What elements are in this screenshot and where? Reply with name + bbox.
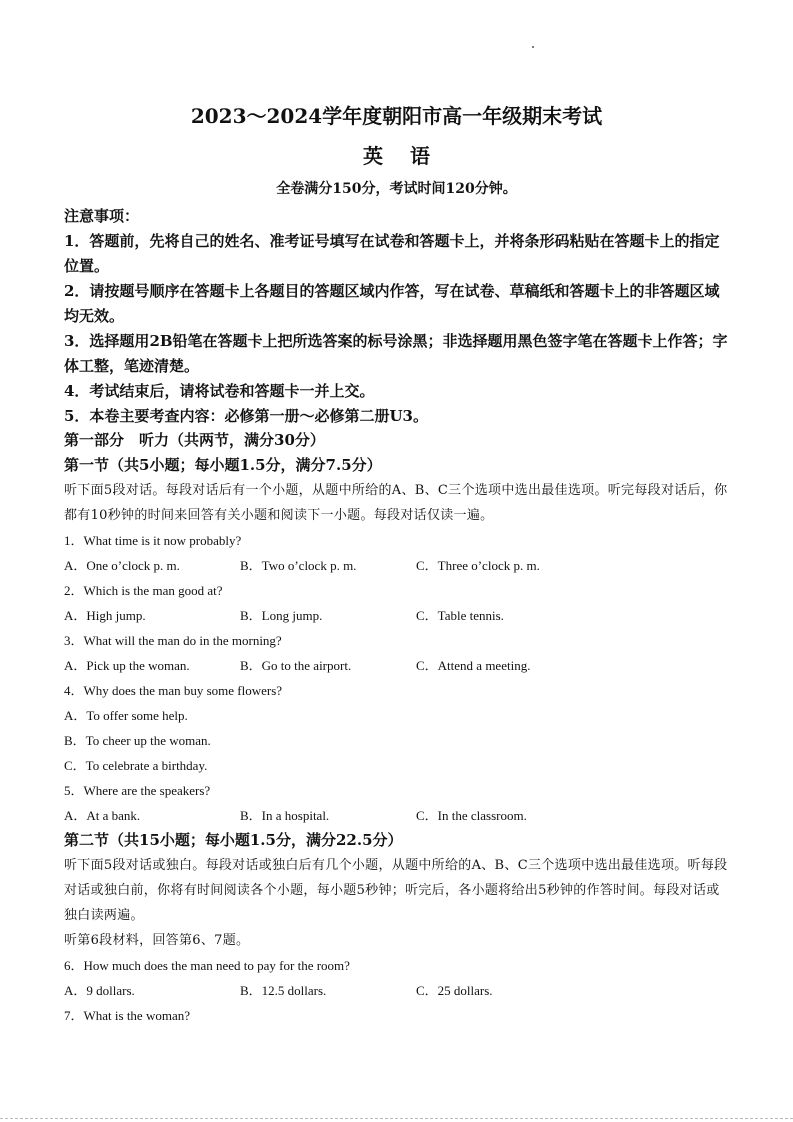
question-6-options bbox=[64, 978, 732, 1003]
question-3-stem: 3．What will the man do in the morning? bbox=[64, 633, 282, 648]
page-bottom-line bbox=[0, 1118, 793, 1119]
notes-block bbox=[64, 204, 732, 429]
option-b: B．Go to the airport. bbox=[240, 658, 352, 673]
section1-heading: 第一节（共5小题；每小题1.5分，满分7.5分） bbox=[64, 456, 382, 474]
subject-title: 英 语 bbox=[363, 144, 440, 168]
question-2-stem: 2．Which is the man good at? bbox=[64, 583, 223, 598]
option-b: B．12.5 dollars. bbox=[240, 983, 327, 998]
section1-instructions: 听下面5段对话。每段对话后有一个小题，从题中所给的A、B、C三个选项中选出最佳选项。听完每段对话后，你都有10秒钟的时间来回答有关小题和阅读下一小题。每段对话仅读一遍。 bbox=[64, 483, 728, 523]
option-b: B．Long jump. bbox=[240, 608, 323, 623]
exam-info: 全卷满分150分，考试时间120分钟。 bbox=[276, 181, 517, 197]
option-b: B．To cheer up the woman. bbox=[64, 733, 211, 748]
option-a: A．9 dollars. bbox=[64, 983, 135, 998]
question-1-stem: 1．What time is it now probably? bbox=[64, 533, 242, 548]
option-a: A．High jump. bbox=[64, 608, 146, 623]
question-4-stem: 4．Why does the man buy some flowers? bbox=[64, 683, 283, 698]
question-1-options bbox=[64, 553, 732, 578]
note-item: 3．选择题用2B铅笔在答题卡上把所选答案的标号涂黑；非选择题用黑色签字笔在答题卡上作答；字体工整，笔迹清楚。 bbox=[64, 332, 728, 375]
question-3-options bbox=[64, 653, 732, 678]
question-6-stem: 6．How much does the man need to pay for the room? bbox=[64, 958, 350, 973]
note-item: 1．答题前，先将自己的姓名、准考证号填写在试卷和答题卡上，并将条形码粘贴在答题卡上的指定位置。 bbox=[64, 232, 720, 275]
option-a: A．One o’clock p. m. bbox=[64, 558, 180, 573]
option-c: C．Table tennis. bbox=[416, 608, 504, 623]
option-c: C．25 dollars. bbox=[416, 983, 493, 998]
question-5-stem: 5．Where are the speakers? bbox=[64, 783, 211, 798]
notes-heading: 注意事项： bbox=[64, 207, 140, 225]
note-item: 5．本卷主要考查内容：必修第一册～必修第二册U3。 bbox=[64, 407, 428, 425]
option-a: A．To offer some help. bbox=[64, 708, 188, 723]
scan-dot bbox=[532, 46, 534, 48]
option-c: C．To celebrate a birthday. bbox=[64, 758, 208, 773]
section2-heading: 第二节（共15小题；每小题1.5分，满分22.5分） bbox=[64, 831, 403, 849]
question-5-options bbox=[64, 803, 732, 828]
option-b: B．In a hospital. bbox=[240, 808, 330, 823]
material-6-note: 听第6段材料，回答第6、7题。 bbox=[64, 933, 250, 948]
option-b: B．Two o’clock p. m. bbox=[240, 558, 357, 573]
option-c: C．Three o’clock p. m. bbox=[416, 558, 540, 573]
question-7-stem: 7．What is the woman? bbox=[64, 1008, 190, 1023]
exam-title: 2023～2024学年度朝阳市高一年级期末考试 bbox=[190, 104, 603, 128]
note-item: 4．考试结束后，请将试卷和答题卡一并上交。 bbox=[64, 382, 375, 400]
question-2-options bbox=[64, 603, 732, 628]
option-c: C．In the classroom. bbox=[416, 808, 527, 823]
part1-heading: 第一部分 听力（共两节，满分30分） bbox=[64, 431, 325, 449]
option-a: A．At a bank. bbox=[64, 808, 141, 823]
option-a: A．Pick up the woman. bbox=[64, 658, 190, 673]
section2-instructions: 听下面5段对话或独白。每段对话或独白后有几个小题，从题中所给的A、B、C三个选项中选出最佳选项。听每段对话或独白前，你将有时间阅读各个小题，每小题5秒钟；听完后，各小题将给出5秒钟的作答时间。每段对话或独白读两遍。 bbox=[64, 858, 728, 923]
note-item: 2．请按题号顺序在答题卡上各题目的答题区域内作答，写在试卷、草稿纸和答题卡上的非答题区域均无效。 bbox=[64, 282, 720, 325]
option-c: C．Attend a meeting. bbox=[416, 658, 531, 673]
